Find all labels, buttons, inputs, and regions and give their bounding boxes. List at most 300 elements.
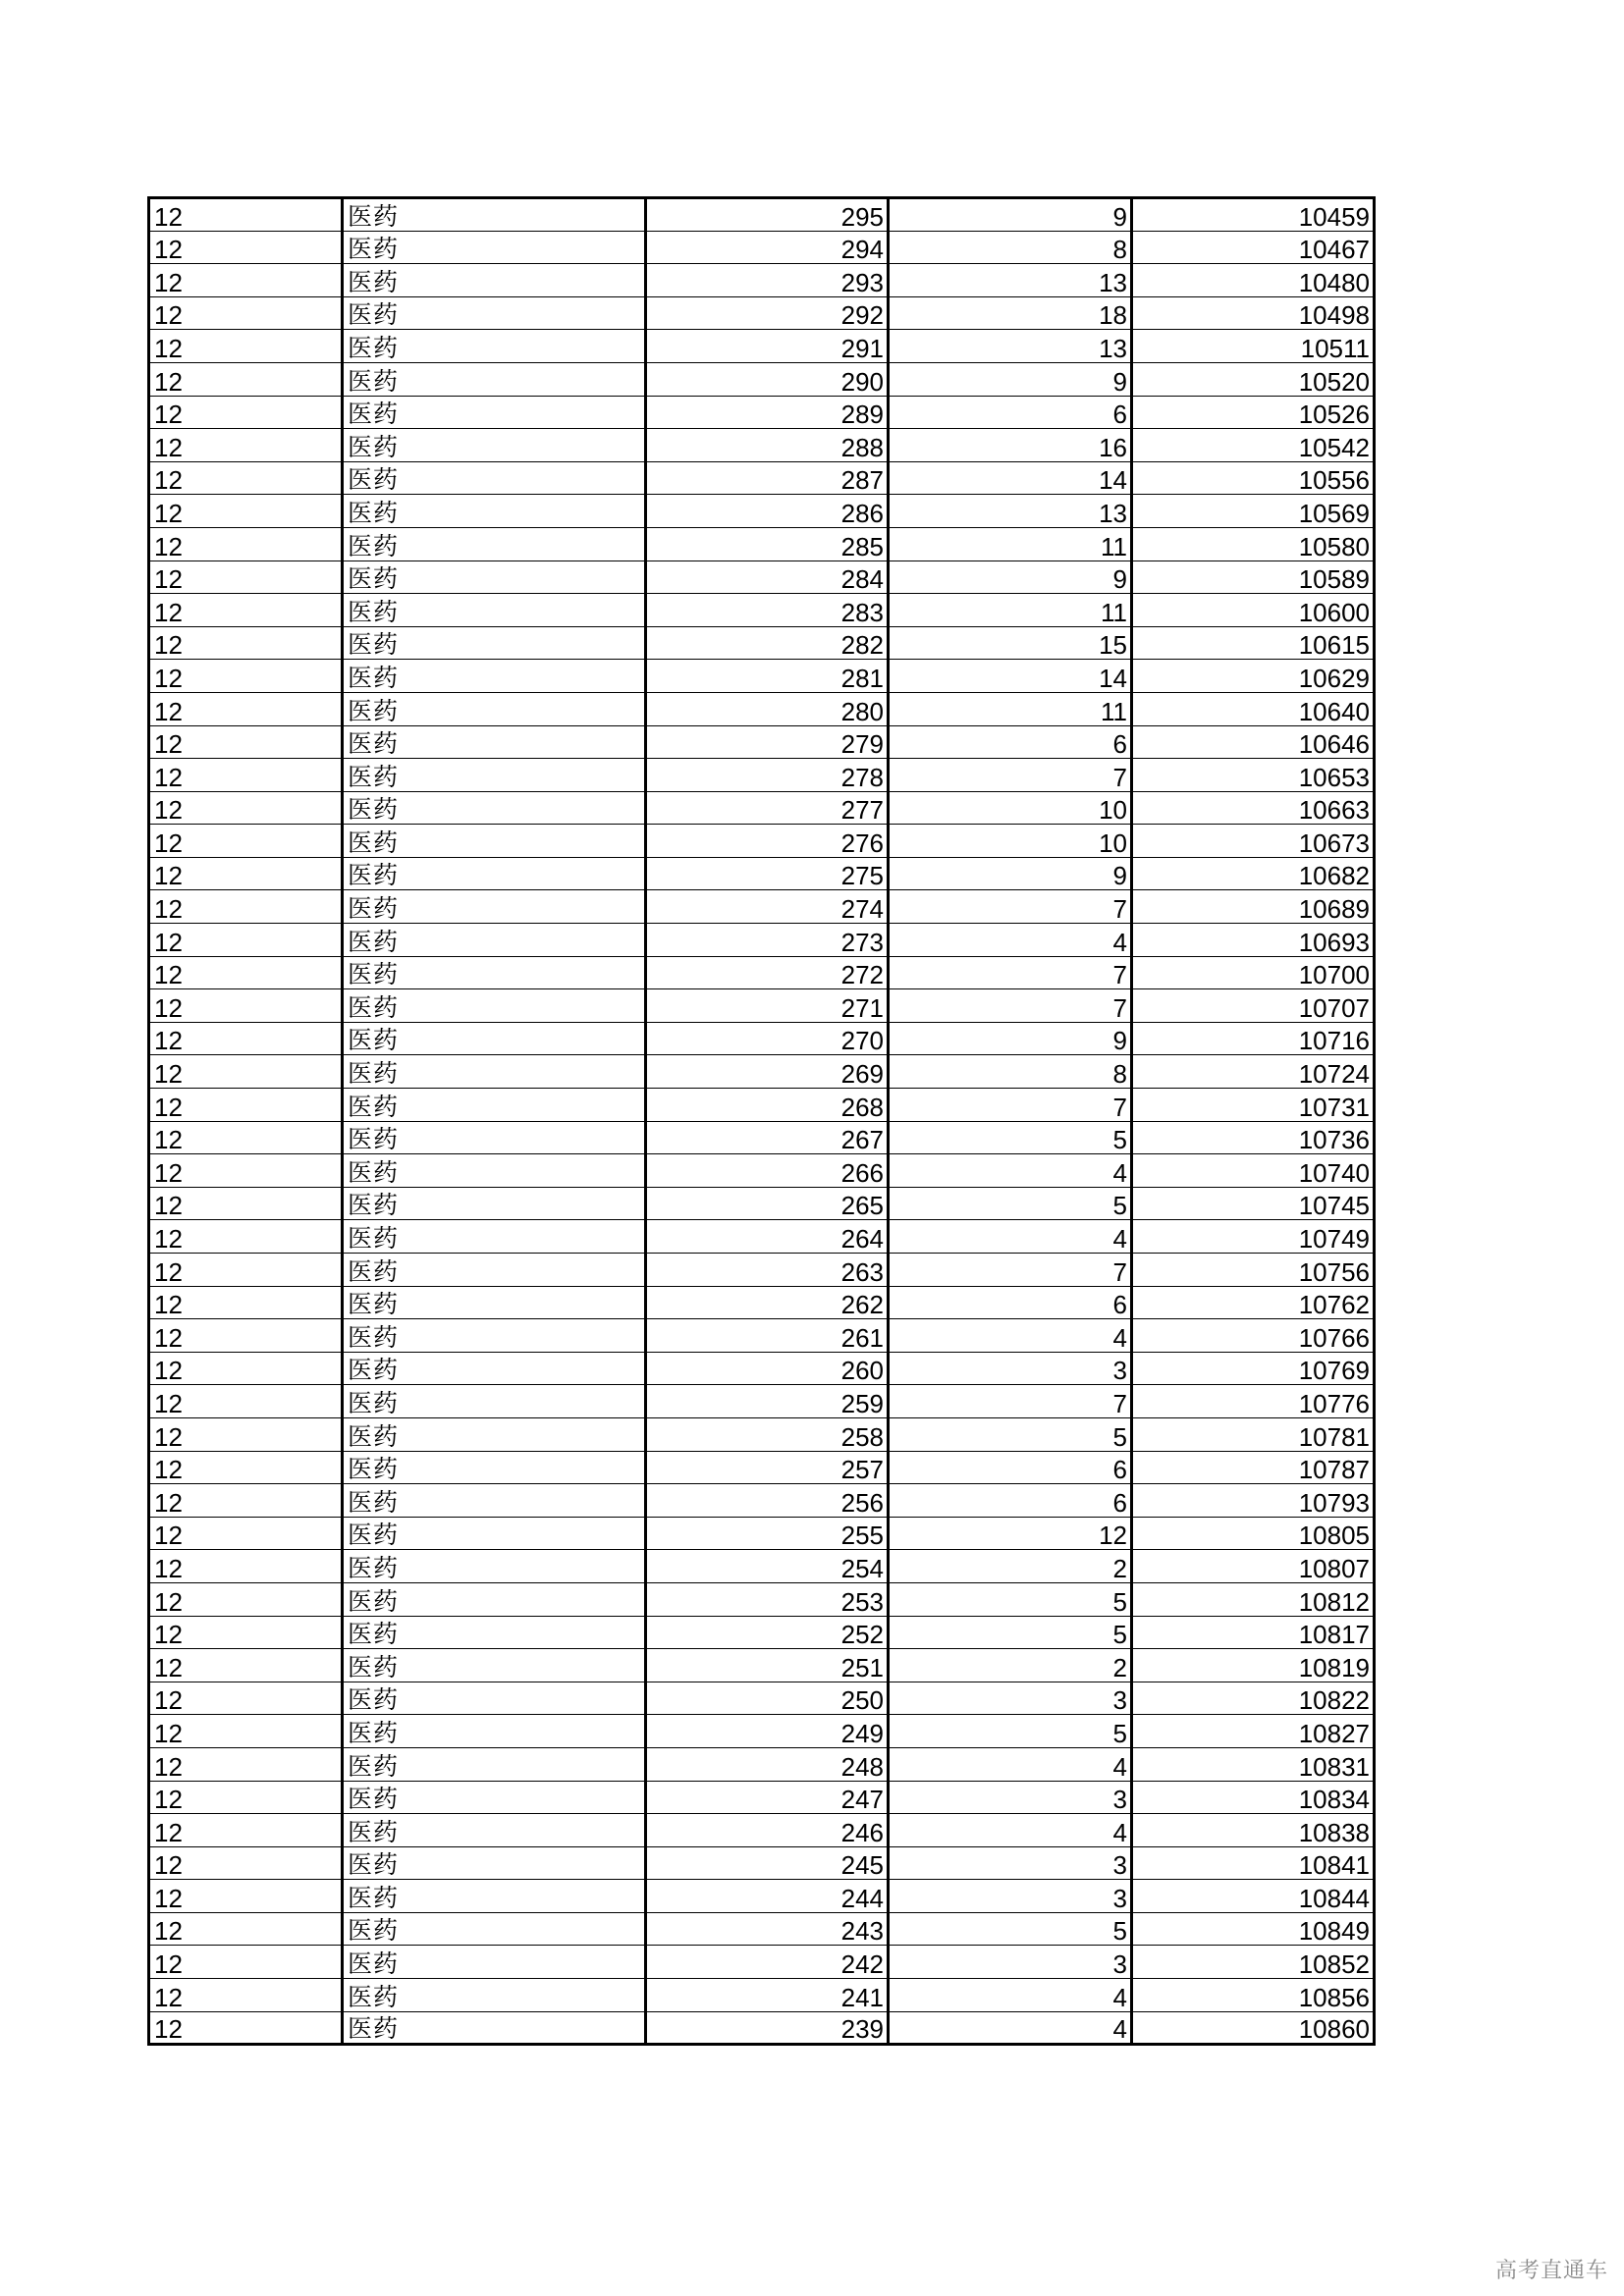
cumulative-cell: 10724 (1132, 1055, 1375, 1089)
batch-code-cell: 12 (149, 1187, 343, 1220)
category-cell: 医药 (343, 989, 646, 1023)
table-row (149, 594, 1375, 627)
batch-code-cell: 12 (149, 1715, 343, 1748)
score-cell: 290 (646, 362, 889, 396)
table-row (149, 626, 1375, 660)
batch-code-cell: 12 (149, 2011, 343, 2045)
batch-code-cell: 12 (149, 495, 343, 528)
category-cell: 医药 (343, 1352, 646, 1385)
category-cell: 医药 (343, 1385, 646, 1418)
batch-code-cell: 12 (149, 1517, 343, 1550)
count-cell: 10 (889, 791, 1132, 825)
category-cell: 医药 (343, 1286, 646, 1319)
count-cell: 16 (889, 429, 1132, 462)
cumulative-cell: 10745 (1132, 1187, 1375, 1220)
table-row (149, 264, 1375, 297)
table-row (149, 429, 1375, 462)
batch-code-cell: 12 (149, 1352, 343, 1385)
batch-code-cell: 12 (149, 791, 343, 825)
score-cell: 262 (646, 1286, 889, 1319)
batch-code-cell: 12 (149, 759, 343, 792)
table-row (149, 1352, 1375, 1385)
count-cell: 4 (889, 1154, 1132, 1188)
batch-code-cell: 12 (149, 1747, 343, 1781)
table-row (149, 1846, 1375, 1880)
batch-code-cell: 12 (149, 1089, 343, 1122)
batch-code-cell: 12 (149, 1055, 343, 1089)
cumulative-cell: 10663 (1132, 791, 1375, 825)
count-cell: 3 (889, 1946, 1132, 1979)
cumulative-cell: 10600 (1132, 594, 1375, 627)
score-cell: 283 (646, 594, 889, 627)
cumulative-cell: 10615 (1132, 626, 1375, 660)
score-cell: 247 (646, 1781, 889, 1814)
count-cell: 8 (889, 231, 1132, 264)
score-cell: 268 (646, 1089, 889, 1122)
cumulative-cell: 10762 (1132, 1286, 1375, 1319)
table-row (149, 1121, 1375, 1154)
score-cell: 288 (646, 429, 889, 462)
cumulative-cell: 10781 (1132, 1417, 1375, 1451)
category-cell: 医药 (343, 1517, 646, 1550)
cumulative-cell: 10860 (1132, 2011, 1375, 2045)
score-cell: 242 (646, 1946, 889, 1979)
count-cell: 6 (889, 1484, 1132, 1518)
cumulative-cell: 10776 (1132, 1385, 1375, 1418)
cumulative-cell: 10852 (1132, 1946, 1375, 1979)
score-cell: 274 (646, 890, 889, 924)
count-cell: 4 (889, 1747, 1132, 1781)
count-cell: 5 (889, 1715, 1132, 1748)
count-cell: 15 (889, 626, 1132, 660)
batch-code-cell: 12 (149, 1880, 343, 1913)
score-cell: 264 (646, 1220, 889, 1254)
batch-code-cell: 12 (149, 989, 343, 1023)
category-cell: 医药 (343, 2011, 646, 2045)
score-cell: 275 (646, 857, 889, 890)
category-cell: 医药 (343, 1417, 646, 1451)
table-row (149, 1154, 1375, 1188)
table-row (149, 890, 1375, 924)
table-row (149, 198, 1375, 232)
score-cell: 257 (646, 1451, 889, 1484)
count-cell: 8 (889, 1055, 1132, 1089)
table-row (149, 989, 1375, 1023)
batch-code-cell: 12 (149, 725, 343, 759)
table-row (149, 660, 1375, 693)
category-cell: 医药 (343, 1220, 646, 1254)
score-cell: 278 (646, 759, 889, 792)
category-cell: 医药 (343, 924, 646, 957)
table-row (149, 561, 1375, 594)
batch-code-cell: 12 (149, 626, 343, 660)
cumulative-cell: 10467 (1132, 231, 1375, 264)
category-cell: 医药 (343, 495, 646, 528)
cumulative-cell: 10520 (1132, 362, 1375, 396)
count-cell: 5 (889, 1417, 1132, 1451)
batch-code-cell: 12 (149, 825, 343, 858)
count-cell: 5 (889, 1912, 1132, 1946)
table-row (149, 1550, 1375, 1583)
table-row (149, 231, 1375, 264)
score-cell: 266 (646, 1154, 889, 1188)
count-cell: 9 (889, 857, 1132, 890)
table-row (149, 2011, 1375, 2045)
table-row (149, 1979, 1375, 2012)
category-cell: 医药 (343, 429, 646, 462)
table-row (149, 1286, 1375, 1319)
count-cell: 2 (889, 1649, 1132, 1682)
batch-code-cell: 12 (149, 527, 343, 561)
category-cell: 医药 (343, 296, 646, 330)
count-cell: 11 (889, 594, 1132, 627)
category-cell: 医药 (343, 1022, 646, 1055)
batch-code-cell: 12 (149, 692, 343, 725)
batch-code-cell: 12 (149, 231, 343, 264)
score-cell: 284 (646, 561, 889, 594)
category-cell: 医药 (343, 1121, 646, 1154)
category-cell: 医药 (343, 1649, 646, 1682)
category-cell: 医药 (343, 956, 646, 989)
count-cell: 6 (889, 725, 1132, 759)
category-cell: 医药 (343, 1254, 646, 1287)
score-cell: 263 (646, 1254, 889, 1287)
score-cell: 287 (646, 461, 889, 495)
batch-code-cell: 12 (149, 1814, 343, 1847)
table-row (149, 1649, 1375, 1682)
count-cell: 6 (889, 396, 1132, 429)
cumulative-cell: 10805 (1132, 1517, 1375, 1550)
category-cell: 医药 (343, 1946, 646, 1979)
category-cell: 医药 (343, 1880, 646, 1913)
cumulative-cell: 10812 (1132, 1582, 1375, 1616)
count-cell: 7 (889, 1254, 1132, 1287)
score-cell: 272 (646, 956, 889, 989)
count-cell: 7 (889, 1385, 1132, 1418)
score-distribution-table (147, 196, 1376, 2046)
table-row (149, 759, 1375, 792)
category-cell: 医药 (343, 759, 646, 792)
score-cell: 244 (646, 1880, 889, 1913)
score-cell: 276 (646, 825, 889, 858)
table-row (149, 1814, 1375, 1847)
batch-code-cell: 12 (149, 296, 343, 330)
cumulative-cell: 10689 (1132, 890, 1375, 924)
batch-code-cell: 12 (149, 924, 343, 957)
category-cell: 医药 (343, 1451, 646, 1484)
batch-code-cell: 12 (149, 1254, 343, 1287)
category-cell: 医药 (343, 362, 646, 396)
score-cell: 255 (646, 1517, 889, 1550)
category-cell: 医药 (343, 461, 646, 495)
table-row (149, 791, 1375, 825)
cumulative-cell: 10822 (1132, 1682, 1375, 1715)
score-cell: 260 (646, 1352, 889, 1385)
count-cell: 7 (889, 989, 1132, 1023)
score-cell: 256 (646, 1484, 889, 1518)
score-cell: 293 (646, 264, 889, 297)
table-row (149, 330, 1375, 363)
table-row (149, 1022, 1375, 1055)
category-cell: 医药 (343, 1979, 646, 2012)
count-cell: 9 (889, 198, 1132, 232)
count-cell: 5 (889, 1582, 1132, 1616)
cumulative-cell: 10834 (1132, 1781, 1375, 1814)
table-row (149, 825, 1375, 858)
cumulative-cell: 10856 (1132, 1979, 1375, 2012)
category-cell: 医药 (343, 626, 646, 660)
cumulative-cell: 10736 (1132, 1121, 1375, 1154)
batch-code-cell: 12 (149, 1319, 343, 1353)
score-cell: 265 (646, 1187, 889, 1220)
cumulative-cell: 10740 (1132, 1154, 1375, 1188)
table-row (149, 857, 1375, 890)
cumulative-cell: 10580 (1132, 527, 1375, 561)
score-cell: 286 (646, 495, 889, 528)
batch-code-cell: 12 (149, 1682, 343, 1715)
category-cell: 医药 (343, 1055, 646, 1089)
batch-code-cell: 12 (149, 461, 343, 495)
count-cell: 6 (889, 1286, 1132, 1319)
count-cell: 13 (889, 330, 1132, 363)
cumulative-cell: 10640 (1132, 692, 1375, 725)
count-cell: 3 (889, 1781, 1132, 1814)
table-row (149, 924, 1375, 957)
cumulative-cell: 10693 (1132, 924, 1375, 957)
score-cell: 246 (646, 1814, 889, 1847)
cumulative-cell: 10707 (1132, 989, 1375, 1023)
batch-code-cell: 12 (149, 1451, 343, 1484)
cumulative-cell: 10542 (1132, 429, 1375, 462)
count-cell: 4 (889, 1220, 1132, 1254)
batch-code-cell: 12 (149, 1582, 343, 1616)
batch-code-cell: 12 (149, 956, 343, 989)
category-cell: 医药 (343, 1814, 646, 1847)
cumulative-cell: 10589 (1132, 561, 1375, 594)
score-cell: 241 (646, 1979, 889, 2012)
cumulative-cell: 10807 (1132, 1550, 1375, 1583)
cumulative-cell: 10556 (1132, 461, 1375, 495)
table-row (149, 1880, 1375, 1913)
score-cell: 269 (646, 1055, 889, 1089)
table-row (149, 1747, 1375, 1781)
score-cell: 291 (646, 330, 889, 363)
table-row (149, 461, 1375, 495)
count-cell: 6 (889, 1451, 1132, 1484)
table-row (149, 396, 1375, 429)
watermark-text: 高考直通车 (1494, 2259, 1608, 2283)
count-cell: 4 (889, 1979, 1132, 2012)
count-cell: 12 (889, 1517, 1132, 1550)
table-row (149, 1385, 1375, 1418)
category-cell: 医药 (343, 527, 646, 561)
batch-code-cell: 12 (149, 1979, 343, 2012)
count-cell: 7 (889, 1089, 1132, 1122)
cumulative-cell: 10841 (1132, 1846, 1375, 1880)
batch-code-cell: 12 (149, 198, 343, 232)
score-cell: 280 (646, 692, 889, 725)
score-cell: 270 (646, 1022, 889, 1055)
table-row (149, 1715, 1375, 1748)
batch-code-cell: 12 (149, 396, 343, 429)
batch-code-cell: 12 (149, 264, 343, 297)
cumulative-cell: 10700 (1132, 956, 1375, 989)
count-cell: 9 (889, 1022, 1132, 1055)
category-cell: 医药 (343, 198, 646, 232)
batch-code-cell: 12 (149, 1417, 343, 1451)
table-row (149, 1220, 1375, 1254)
count-cell: 11 (889, 692, 1132, 725)
count-cell: 13 (889, 495, 1132, 528)
cumulative-cell: 10827 (1132, 1715, 1375, 1748)
batch-code-cell: 12 (149, 1022, 343, 1055)
category-cell: 医药 (343, 825, 646, 858)
category-cell: 医药 (343, 396, 646, 429)
count-cell: 18 (889, 296, 1132, 330)
category-cell: 医药 (343, 1484, 646, 1518)
table-row (149, 1781, 1375, 1814)
score-cell: 254 (646, 1550, 889, 1583)
batch-code-cell: 12 (149, 660, 343, 693)
category-cell: 医药 (343, 1682, 646, 1715)
cumulative-cell: 10831 (1132, 1747, 1375, 1781)
table-row (149, 296, 1375, 330)
count-cell: 3 (889, 1880, 1132, 1913)
batch-code-cell: 12 (149, 1286, 343, 1319)
score-cell: 281 (646, 660, 889, 693)
score-cell: 289 (646, 396, 889, 429)
score-cell: 273 (646, 924, 889, 957)
batch-code-cell: 12 (149, 890, 343, 924)
count-cell: 9 (889, 362, 1132, 396)
table-row (149, 1417, 1375, 1451)
score-cell: 252 (646, 1616, 889, 1649)
table-body (149, 198, 1375, 2045)
cumulative-cell: 10766 (1132, 1319, 1375, 1353)
table-row (149, 1484, 1375, 1518)
table-row (149, 1089, 1375, 1122)
cumulative-cell: 10849 (1132, 1912, 1375, 1946)
category-cell: 医药 (343, 660, 646, 693)
batch-code-cell: 12 (149, 1484, 343, 1518)
table-row (149, 1946, 1375, 1979)
cumulative-cell: 10629 (1132, 660, 1375, 693)
table-row (149, 1616, 1375, 1649)
table-row (149, 692, 1375, 725)
cumulative-cell: 10819 (1132, 1649, 1375, 1682)
score-cell: 294 (646, 231, 889, 264)
table-row (149, 1912, 1375, 1946)
count-cell: 5 (889, 1121, 1132, 1154)
category-cell: 医药 (343, 1154, 646, 1188)
cumulative-cell: 10838 (1132, 1814, 1375, 1847)
score-cell: 279 (646, 725, 889, 759)
cumulative-cell: 10511 (1132, 330, 1375, 363)
cumulative-cell: 10480 (1132, 264, 1375, 297)
table-row (149, 1055, 1375, 1089)
table-row (149, 956, 1375, 989)
category-cell: 医药 (343, 594, 646, 627)
batch-code-cell: 12 (149, 1846, 343, 1880)
cumulative-cell: 10787 (1132, 1451, 1375, 1484)
batch-code-cell: 12 (149, 429, 343, 462)
count-cell: 7 (889, 759, 1132, 792)
score-cell: 295 (646, 198, 889, 232)
batch-code-cell: 12 (149, 330, 343, 363)
score-cell: 248 (646, 1747, 889, 1781)
count-cell: 4 (889, 1814, 1132, 1847)
batch-code-cell: 12 (149, 1220, 343, 1254)
cumulative-cell: 10749 (1132, 1220, 1375, 1254)
category-cell: 医药 (343, 1747, 646, 1781)
score-cell: 277 (646, 791, 889, 825)
batch-code-cell: 12 (149, 561, 343, 594)
score-cell: 258 (646, 1417, 889, 1451)
count-cell: 3 (889, 1682, 1132, 1715)
table-row (149, 527, 1375, 561)
count-cell: 14 (889, 660, 1132, 693)
category-cell: 医药 (343, 1846, 646, 1880)
score-cell: 245 (646, 1846, 889, 1880)
cumulative-cell: 10673 (1132, 825, 1375, 858)
score-cell: 292 (646, 296, 889, 330)
batch-code-cell: 12 (149, 1154, 343, 1188)
count-cell: 11 (889, 527, 1132, 561)
category-cell: 医药 (343, 330, 646, 363)
count-cell: 3 (889, 1352, 1132, 1385)
table-row (149, 1319, 1375, 1353)
batch-code-cell: 12 (149, 1121, 343, 1154)
category-cell: 医药 (343, 1089, 646, 1122)
count-cell: 13 (889, 264, 1132, 297)
cumulative-cell: 10682 (1132, 857, 1375, 890)
category-cell: 医药 (343, 561, 646, 594)
count-cell: 7 (889, 956, 1132, 989)
cumulative-cell: 10731 (1132, 1089, 1375, 1122)
batch-code-cell: 12 (149, 1649, 343, 1682)
category-cell: 医药 (343, 264, 646, 297)
score-cell: 267 (646, 1121, 889, 1154)
count-cell: 3 (889, 1846, 1132, 1880)
table-row (149, 1582, 1375, 1616)
table-row (149, 362, 1375, 396)
table-row (149, 1451, 1375, 1484)
score-cell: 250 (646, 1682, 889, 1715)
category-cell: 医药 (343, 1912, 646, 1946)
score-cell: 249 (646, 1715, 889, 1748)
cumulative-cell: 10569 (1132, 495, 1375, 528)
batch-code-cell: 12 (149, 1781, 343, 1814)
category-cell: 医药 (343, 1616, 646, 1649)
cumulative-cell: 10756 (1132, 1254, 1375, 1287)
table-row (149, 495, 1375, 528)
count-cell: 10 (889, 825, 1132, 858)
score-cell: 259 (646, 1385, 889, 1418)
count-cell: 4 (889, 2011, 1132, 2045)
score-cell: 251 (646, 1649, 889, 1682)
category-cell: 医药 (343, 1715, 646, 1748)
score-cell: 285 (646, 527, 889, 561)
category-cell: 医药 (343, 725, 646, 759)
category-cell: 医药 (343, 231, 646, 264)
cumulative-cell: 10817 (1132, 1616, 1375, 1649)
count-cell: 4 (889, 924, 1132, 957)
count-cell: 2 (889, 1550, 1132, 1583)
count-cell: 9 (889, 561, 1132, 594)
cumulative-cell: 10844 (1132, 1880, 1375, 1913)
cumulative-cell: 10498 (1132, 296, 1375, 330)
count-cell: 7 (889, 890, 1132, 924)
